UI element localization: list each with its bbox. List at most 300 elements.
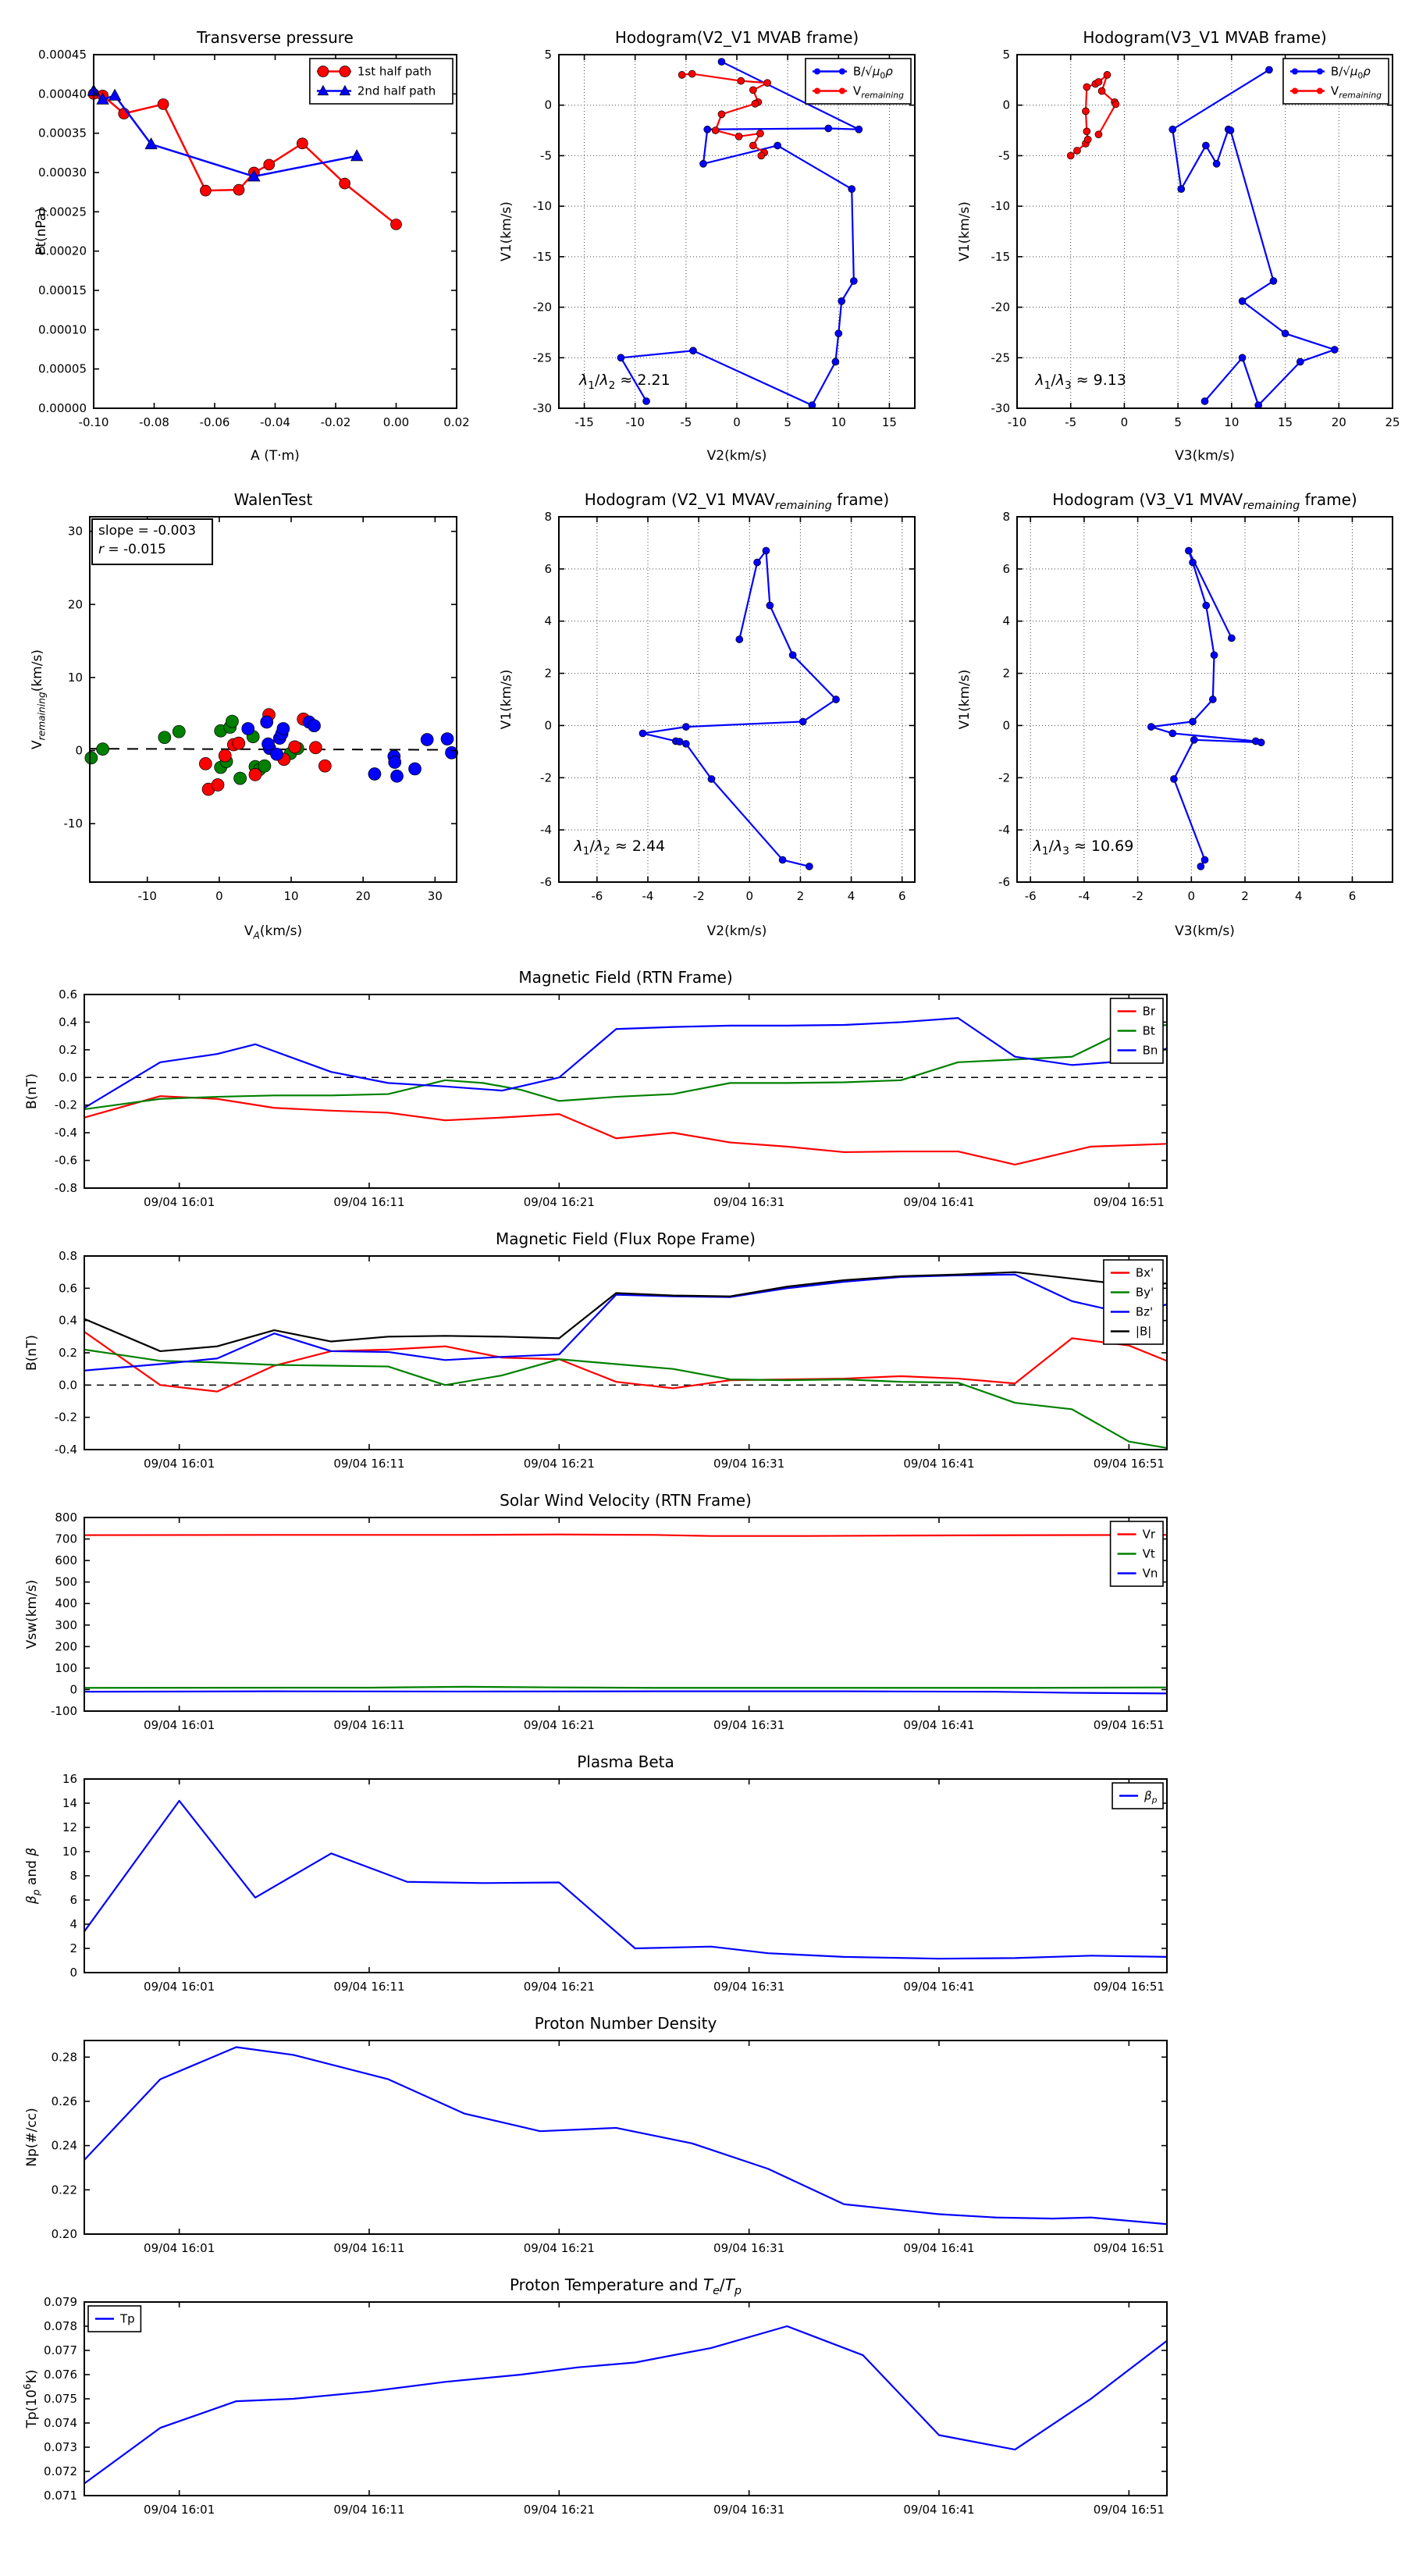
y-tick-label: 0 (1002, 98, 1010, 112)
grid (1017, 517, 1393, 882)
series-|B| (84, 1272, 1167, 1351)
y-tick-label: 2 (69, 1941, 77, 1955)
chart-hod4-canvas (948, 478, 1405, 946)
y-tick-label: 0 (544, 718, 552, 733)
x-tick-label: 4 (1294, 889, 1303, 903)
axes-box (559, 517, 915, 882)
x-tick-label: 5 (1174, 415, 1182, 429)
x-tick-label: 09/04 16:31 (713, 2503, 785, 2517)
x-tick-label: -10 (137, 889, 157, 903)
y-tick-label: 2 (544, 666, 552, 681)
x-tick-label: 09/04 16:41 (903, 2241, 975, 2255)
y-tick-label: 0.077 (44, 2343, 77, 2357)
y-tick-label: -100 (50, 1704, 77, 1718)
series-V-path (1147, 547, 1264, 870)
x-axis-label: $V_A(km/s)$ (244, 923, 303, 941)
x-tick-label: 25 (1385, 415, 1400, 429)
x-tick-label: 6 (898, 889, 906, 903)
x-tick-label: 09/04 16:01 (144, 1457, 215, 1471)
x-tick-label: -0.08 (139, 415, 169, 429)
y-tick-label: 0.0 (59, 1378, 77, 1393)
x-tick-label: 20 (1331, 415, 1346, 429)
legend-label: Bx' (1135, 1265, 1154, 1280)
y-tick-label: 0 (69, 1966, 77, 1980)
axes-box (1017, 55, 1393, 408)
legend-label: 2nd half path (357, 84, 436, 98)
x-tick-label: 6 (1348, 889, 1357, 903)
legend-label: Vr (1142, 1527, 1156, 1542)
series-Bt (84, 1025, 1167, 1109)
y-tick-label: 0.00000 (37, 401, 87, 415)
chart-tp-canvas (16, 2275, 1202, 2533)
y-tick-label: 500 (55, 1574, 77, 1589)
legend-label: Bt (1142, 1023, 1155, 1038)
y-tick-label: 10 (67, 670, 83, 685)
x-axis-label: V3(km/s) (1175, 923, 1235, 939)
x-tick-label: -0.10 (78, 415, 109, 429)
y-tick-label: 0.00025 (37, 205, 87, 219)
y-tick-label: -6 (998, 875, 1010, 889)
legend (1111, 1521, 1163, 1586)
legend-label: $V_{remaining}$ (1330, 84, 1382, 101)
x-axis-label: V2(km/s) (706, 923, 767, 939)
annotation: $\lambda_1/\lambda_3 \approx 10.69$ (1033, 837, 1134, 858)
chart-title: Plasma Beta (577, 1752, 674, 1771)
x-axis-label: A (T·m) (251, 448, 300, 464)
x-tick-label: 09/04 16:51 (1093, 1195, 1165, 1209)
chart-hod2-canvas (948, 14, 1405, 471)
series-blue-points (242, 716, 458, 782)
y-tick-label: -4 (540, 823, 552, 838)
y-tick-label: -5 (540, 148, 552, 163)
legend-label: Bn (1142, 1043, 1158, 1058)
x-tick-label: 09/04 16:11 (333, 1457, 405, 1471)
y-tick-label: 0.0 (59, 1070, 77, 1085)
axes-box (84, 1256, 1167, 1450)
y-tick-label: 0.4 (59, 1015, 77, 1030)
x-tick-label: -4 (1078, 889, 1090, 903)
legend-label: Bz' (1135, 1304, 1154, 1319)
x-tick-label: -10 (625, 415, 645, 429)
x-tick-label: 09/04 16:51 (1093, 1457, 1165, 1471)
legend-label: $V_{remaining}$ (852, 84, 904, 101)
grid (1017, 55, 1393, 408)
chart-title: Hodogram (V2_V1 $MVAV_{remaining}$ frame) (584, 490, 890, 512)
y-tick-label: -0.4 (54, 1126, 77, 1140)
x-tick-label: 09/04 16:11 (333, 1195, 405, 1209)
x-tick-label: 09/04 16:21 (523, 1718, 595, 1732)
y-tick-label: 4 (1002, 614, 1010, 628)
y-tick-label: 0.28 (51, 2050, 77, 2065)
y-tick-label: 0.071 (44, 2489, 77, 2503)
x-tick-label: -15 (574, 415, 594, 429)
chart-bfrf-canvas (16, 1229, 1202, 1487)
x-tick-label: 30 (427, 889, 443, 903)
y-tick-label: -20 (532, 300, 552, 315)
y-tick-label: 0.078 (44, 2319, 77, 2333)
ticks (51, 1510, 1167, 1732)
y-tick-label: 0.20 (51, 2227, 77, 2241)
series-Vt (84, 1687, 1167, 1688)
y-tick-label: 0.24 (51, 2138, 77, 2153)
chart-magnetic-field-flux-rope (16, 1229, 1202, 1487)
legend-label: $B/√\mu_0\rho$ (1330, 64, 1371, 81)
x-tick-label: 09/04 16:21 (523, 2241, 595, 2255)
y-tick-label: -10 (991, 199, 1010, 214)
y-tick-label: 0.26 (51, 2094, 77, 2108)
y-tick-label: 8 (1002, 510, 1010, 524)
x-tick-label: 20 (355, 889, 371, 903)
y-tick-label: 5 (1002, 48, 1010, 62)
legend-label: $\beta_p$ (1144, 1788, 1158, 1806)
y-tick-label: 12 (62, 1820, 77, 1834)
y-tick-label: 400 (55, 1596, 77, 1611)
y-tick-label: 0.4 (59, 1313, 77, 1328)
x-tick-label: 09/04 16:11 (333, 1980, 405, 1994)
y-tick-label: -4 (998, 823, 1010, 838)
ticks (64, 517, 457, 903)
chart-hodogram-v3v1-mvav (948, 478, 1405, 946)
chart-title: Hodogram (V3_V1 $MVAV_{remaining}$ frame) (1052, 490, 1357, 512)
x-tick-label: 0 (1187, 889, 1196, 903)
y-axis-label: V1(km/s) (957, 669, 973, 730)
y-tick-label: 8 (544, 510, 552, 524)
y-tick-label: 0 (544, 98, 552, 112)
y-tick-label: 0 (69, 1682, 77, 1697)
y-axis-label: Np(#/cc) (24, 2108, 40, 2167)
y-tick-label: -0.2 (54, 1098, 77, 1112)
grid (559, 517, 915, 882)
axes-box (84, 2302, 1167, 2496)
x-tick-label: -6 (1024, 889, 1037, 903)
chart-magnetic-field-rtn (16, 968, 1202, 1226)
x-tick-label: 09/04 16:11 (333, 1718, 405, 1732)
y-tick-label: -15 (532, 249, 552, 264)
x-tick-label: 09/04 16:21 (523, 2503, 595, 2517)
chart-title: Transverse pressure (197, 28, 354, 47)
x-tick-label: 0.02 (443, 415, 470, 429)
legend-label: $B/√\mu_0\rho$ (852, 64, 893, 81)
series-Vr (84, 1535, 1167, 1536)
y-tick-label: 800 (55, 1510, 77, 1525)
chart-pt-canvas (16, 14, 472, 471)
series-Bx' (84, 1332, 1167, 1391)
y-tick-label: 6 (1002, 561, 1010, 576)
chart-title: Solar Wind Velocity (RTN Frame) (500, 1491, 752, 1510)
y-tick-label: 0.075 (44, 2392, 77, 2406)
y-tick-label: -5 (998, 148, 1010, 163)
x-tick-label: 0 (215, 889, 223, 903)
y-tick-label: 2 (1002, 666, 1010, 681)
x-tick-label: 09/04 16:41 (903, 1195, 975, 1209)
x-tick-label: 0 (1120, 415, 1129, 429)
axes-box (84, 1517, 1167, 1711)
y-axis-label: B(nT) (24, 1073, 40, 1110)
x-tick-label: 09/04 16:11 (333, 2241, 405, 2255)
y-tick-label: 0.00035 (37, 126, 87, 141)
y-tick-label: 0.072 (44, 2464, 77, 2478)
y-tick-label: 0.2 (59, 1042, 77, 1057)
legend-label: Br (1142, 1004, 1156, 1019)
chart-plasma-beta (16, 1752, 1202, 2010)
y-tick-label: -30 (991, 401, 1010, 415)
legend (1112, 1783, 1163, 1809)
y-tick-label: 6 (544, 561, 552, 576)
y-tick-label: -25 (991, 350, 1010, 365)
y-tick-label: -25 (532, 350, 552, 365)
y-tick-label: 0.6 (59, 1281, 77, 1296)
x-tick-label: 09/04 16:51 (1093, 2241, 1165, 2255)
y-tick-label: 700 (55, 1532, 77, 1546)
x-tick-label: 09/04 16:31 (713, 1980, 785, 1994)
annotation: $\lambda_1/\lambda_3 \approx 9.13$ (1035, 372, 1126, 392)
y-tick-label: 5 (544, 48, 552, 62)
legend-label: |B| (1135, 1324, 1152, 1339)
series-B_alfven (617, 59, 863, 409)
chart-brtn-canvas (16, 968, 1202, 1226)
y-tick-label: 10 (62, 1845, 77, 1859)
info-line: slope = -0.003 (98, 523, 197, 539)
y-tick-label: 0 (1002, 718, 1010, 733)
y-tick-label: -20 (991, 300, 1010, 315)
x-tick-label: -0.06 (199, 415, 230, 429)
y-tick-label: 0.076 (44, 2368, 77, 2382)
axes-box (84, 1779, 1167, 1973)
y-tick-label: 16 (62, 1772, 77, 1786)
x-tick-label: 09/04 16:51 (1093, 1980, 1165, 1994)
y-tick-label: -2 (540, 770, 552, 785)
y-tick-label: 0.00040 (37, 87, 87, 101)
y-tick-label: 0.00015 (37, 283, 87, 297)
axes-box (90, 517, 457, 882)
y-tick-label: 0.8 (59, 1249, 77, 1263)
chart-hodogram-v3v1-mvab (948, 14, 1405, 471)
y-tick-label: 4 (69, 1917, 77, 1931)
y-tick-label: 100 (55, 1660, 77, 1675)
y-tick-label: 8 (69, 1869, 77, 1883)
info-line: r = -0.015 (98, 542, 166, 557)
chart-walen-test (16, 478, 472, 946)
ticks (62, 1772, 1167, 1994)
y-tick-label: 0 (75, 743, 83, 758)
x-tick-label: -2 (1132, 889, 1144, 903)
series-Bn (84, 1018, 1167, 1108)
series-Br (84, 1096, 1167, 1165)
series-Vn (84, 1692, 1167, 1694)
y-tick-label: 0.00020 (37, 244, 87, 258)
chart-beta-canvas (16, 1752, 1202, 2010)
x-tick-label: 09/04 16:01 (144, 2241, 215, 2255)
grid (559, 55, 915, 408)
x-tick-label: 09/04 16:31 (713, 1457, 785, 1471)
chart-hod1-canvas (490, 14, 927, 471)
x-tick-label: 09/04 16:01 (144, 1195, 215, 1209)
x-tick-label: 09/04 16:31 (713, 2241, 785, 2255)
series-Tp (84, 2326, 1167, 2484)
x-tick-label: -4 (642, 889, 654, 903)
chart-title: WalenTest (233, 490, 313, 509)
series-B_alfven (1169, 66, 1339, 409)
x-tick-label: 10 (283, 889, 299, 903)
x-tick-label: -0.04 (260, 415, 290, 429)
x-tick-label: 09/04 16:31 (713, 1195, 785, 1209)
y-axis-label: $Tp(10^6K)$ (22, 2369, 40, 2428)
chart-vsw-canvas (16, 1491, 1202, 1749)
ticks (44, 2295, 1167, 2517)
y-axis-label: Pt(nPa) (34, 208, 49, 255)
legend-label: 1st half path (357, 64, 432, 79)
x-tick-label: -5 (1065, 415, 1077, 429)
x-tick-label: -5 (680, 415, 692, 429)
x-tick-label: 09/04 16:01 (144, 1980, 215, 1994)
legend-label: Vn (1142, 1566, 1158, 1581)
chart-proton-number-density (16, 2014, 1202, 2272)
chart-title: Magnetic Field (Flux Rope Frame) (496, 1229, 756, 1248)
y-tick-label: -0.8 (54, 1181, 77, 1195)
y-tick-label: 0.00030 (37, 165, 87, 180)
annotation: $\lambda_1/\lambda_2 \approx 2.44$ (574, 837, 666, 858)
y-axis-label: $V_{remaining}(km/s)$ (30, 649, 48, 749)
series-V-path (639, 547, 840, 870)
axes-box (559, 55, 915, 408)
x-tick-label: 0 (733, 415, 741, 429)
x-tick-label: 09/04 16:41 (903, 2503, 975, 2517)
y-axis-label: Vsw(km/s) (24, 1579, 40, 1649)
series-Bz' (84, 1275, 1167, 1371)
series-V_remaining (678, 70, 770, 159)
y-tick-label: 0.074 (44, 2416, 77, 2430)
y-tick-label: -6 (540, 875, 552, 889)
x-tick-label: 09/04 16:21 (523, 1457, 595, 1471)
chart-solar-wind-velocity (16, 1491, 1202, 1749)
chart-hodogram-v2v1-mvav (490, 478, 927, 946)
x-tick-label: 09/04 16:21 (523, 1980, 595, 1994)
y-tick-label: 0.22 (51, 2183, 77, 2197)
y-tick-label: -10 (532, 199, 552, 214)
x-tick-label: 10 (831, 415, 846, 429)
x-tick-label: 09/04 16:41 (903, 1980, 975, 1994)
chart-title: Hodogram(V2_V1 MVAB frame) (614, 28, 859, 47)
legend (1104, 1260, 1163, 1344)
x-tick-label: 09/04 16:01 (144, 1718, 215, 1732)
legend-label: By' (1135, 1285, 1154, 1300)
y-tick-label: 30 (67, 524, 83, 539)
x-axis-label: V3(km/s) (1175, 448, 1235, 464)
x-tick-label: 0.00 (382, 415, 410, 429)
y-tick-label: -10 (63, 817, 83, 831)
y-axis-label: $\beta_p$ and β (24, 1847, 42, 1905)
x-tick-label: 5 (784, 415, 791, 429)
info-box (92, 519, 212, 564)
y-tick-label: 0.2 (59, 1346, 77, 1360)
y-tick-label: -2 (998, 770, 1010, 785)
x-tick-label: 09/04 16:41 (903, 1718, 975, 1732)
x-tick-label: 09/04 16:51 (1093, 1718, 1165, 1732)
x-tick-label: -10 (1007, 415, 1027, 429)
ticks (533, 48, 916, 429)
x-tick-label: 10 (1224, 415, 1240, 429)
legend (88, 2306, 140, 2332)
legend (310, 59, 453, 104)
ticks (55, 1249, 1167, 1471)
y-tick-label: 4 (544, 614, 552, 628)
x-tick-label: 15 (881, 415, 897, 429)
series-V_remaining (1067, 71, 1119, 159)
x-tick-label: 0 (745, 889, 754, 903)
x-tick-label: -2 (692, 889, 705, 903)
y-tick-label: 0.079 (44, 2295, 77, 2309)
chart-title: Proton Number Density (534, 2014, 717, 2033)
y-axis-label: B(nT) (24, 1334, 40, 1372)
x-tick-label: 2 (1241, 889, 1249, 903)
x-tick-label: 09/04 16:21 (523, 1195, 595, 1209)
y-tick-label: 0.073 (44, 2440, 77, 2454)
y-axis-label: V1(km/s) (957, 201, 973, 262)
y-tick-label: -0.4 (54, 1443, 77, 1457)
chart-np-canvas (16, 2014, 1202, 2272)
x-tick-label: 09/04 16:01 (144, 2503, 215, 2517)
y-tick-label: -0.2 (54, 1410, 77, 1425)
chart-hodogram-v2v1-mvab (490, 14, 927, 471)
x-tick-label: 4 (847, 889, 855, 903)
x-tick-label: 09/04 16:41 (903, 1457, 975, 1471)
chart-title: Hodogram(V3_V1 MVAB frame) (1083, 28, 1327, 47)
legend-label: Vt (1142, 1546, 1155, 1561)
ticks (52, 2041, 1167, 2255)
x-tick-label: 09/04 16:51 (1093, 2503, 1165, 2517)
x-tick-label: -6 (591, 889, 603, 903)
y-tick-label: -30 (532, 401, 552, 415)
ticks (55, 987, 1167, 1209)
y-tick-label: 20 (67, 597, 83, 612)
series-Np (84, 2048, 1167, 2225)
legend-label: Tp (120, 2311, 135, 2326)
chart-title: Proton Temperature and $T_e/T_p$ (509, 2275, 742, 2297)
x-tick-label: 2 (796, 889, 805, 903)
series-By' (84, 1350, 1167, 1448)
axes-box (84, 994, 1167, 1188)
y-tick-label: 0.6 (59, 987, 77, 1002)
x-tick-label: -0.02 (320, 415, 351, 429)
ticks (38, 48, 470, 429)
y-tick-label: 600 (55, 1553, 77, 1568)
y-tick-label: -15 (991, 249, 1010, 264)
y-tick-label: 300 (55, 1617, 77, 1632)
y-tick-label: 14 (62, 1796, 77, 1810)
axes-box (84, 2041, 1167, 2234)
y-tick-label: 6 (69, 1893, 77, 1907)
y-tick-label: 0.00045 (37, 48, 87, 62)
chart-transverse-pressure (16, 14, 472, 471)
axes-box (1017, 517, 1393, 882)
y-tick-label: 0.00010 (37, 322, 87, 337)
chart-title: Magnetic Field (RTN Frame) (518, 968, 733, 987)
y-axis-label: V1(km/s) (499, 669, 514, 730)
y-tick-label: 200 (55, 1639, 77, 1654)
y-tick-label: 0.00005 (37, 361, 87, 376)
annotation: $\lambda_1/\lambda_2 \approx 2.21$ (579, 372, 670, 392)
legend (806, 59, 911, 104)
x-axis-label: V2(km/s) (706, 448, 767, 464)
x-tick-label: 15 (1278, 415, 1293, 429)
x-tick-label: 09/04 16:31 (713, 1718, 785, 1732)
x-tick-label: 09/04 16:11 (333, 2503, 405, 2517)
legend (1111, 998, 1163, 1063)
chart-walen-canvas (16, 478, 472, 946)
chart-proton-temperature (16, 2275, 1202, 2533)
y-axis-label: V1(km/s) (499, 201, 514, 262)
chart-hod3-canvas (490, 478, 927, 946)
